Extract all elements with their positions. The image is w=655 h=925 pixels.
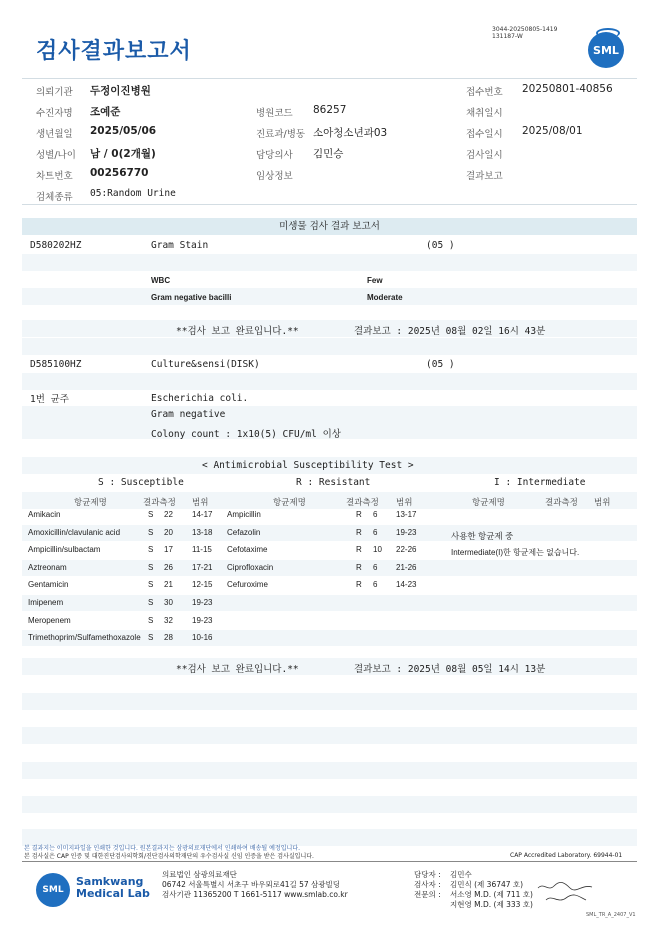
ast-left-v: 26 (164, 562, 173, 572)
ast-left-r: S (148, 562, 154, 572)
chart-no-value: 00256770 (90, 167, 149, 179)
document-number: 3044-20250805-1419 131187-W (492, 26, 558, 40)
signature-image (536, 878, 596, 908)
strain-label: 1번 균주 (30, 394, 69, 405)
ast-middle-range: 22-26 (396, 545, 417, 555)
ast-left-range: 10-16 (192, 633, 213, 643)
gram-test-tag: (05 ) (426, 240, 455, 251)
ast-middle-range: 19-23 (396, 527, 417, 537)
ast-left-v: 20 (164, 527, 173, 537)
legend-resistant: R : Resistant (296, 477, 371, 488)
ast-left-drug: Amikacin (28, 510, 61, 519)
dept-value: 소아청소년과03 (313, 127, 388, 139)
complete-time-1: 결과보고 : 2025년 08월 02일 16시 43분 (354, 326, 546, 337)
institution-label: 의뢰기관 (36, 87, 73, 98)
patient-value: 조예준 (90, 106, 121, 118)
col-drug: 항균제명 (273, 498, 306, 508)
ast-middle-r: R (356, 580, 362, 590)
ast-middle-v: 6 (373, 562, 378, 572)
ast-left-r: S (148, 580, 154, 590)
result-report-label: 결과보고 (466, 171, 503, 182)
colony-count-overlay: Colony count : 1x10(5) CFU/ml 이상 (151, 429, 341, 440)
ast-middle-r: R (356, 562, 362, 572)
ast-left-r: S (148, 598, 154, 607)
ast-left-range: 17-21 (192, 562, 213, 572)
footer-divider (22, 861, 637, 862)
ast-left-v: 22 (164, 510, 173, 519)
wbc-value: Few (367, 276, 383, 285)
bacilli-value: Moderate (367, 293, 403, 302)
blank-row (22, 254, 637, 271)
blank-row (22, 288, 637, 305)
gram-test-code: D580202HZ (30, 240, 82, 251)
ast-middle-r: R (356, 510, 362, 519)
ast-left-drug: Gentamicin (28, 580, 69, 590)
specimen-label: 검체종류 (36, 192, 73, 203)
receipt-date-label: 접수일시 (466, 129, 503, 140)
complete-text-1: **검사 보고 완료입니다.** (176, 326, 299, 337)
ast-left-range: 19-23 (192, 615, 213, 625)
footer-notice-1: 본 결과지는 이미지파일을 인쇄한 것입니다. 원본결과지는 삼광의료재단에서 인쇄하여 배송될 예정입니다. (24, 845, 301, 852)
col-range: 범위 (396, 498, 413, 508)
receipt-date-value: 2025/08/01 (522, 125, 583, 137)
ast-left-v: 32 (164, 615, 173, 625)
ast-row-band (22, 595, 637, 611)
culture-test-name: Culture&sensi(DISK) (151, 359, 260, 370)
organism-name: Escherichia coli. (151, 393, 249, 404)
ast-middle-range: 13-17 (396, 510, 417, 519)
ast-middle-range: 21-26 (396, 562, 417, 572)
ast-left-range: 14-17 (192, 510, 213, 519)
doctor-value: 김민승 (313, 148, 344, 160)
blank-row (22, 762, 637, 779)
ast-left-r: S (148, 633, 154, 643)
ast-left-range: 13-18 (192, 527, 213, 537)
page-title: 검사결과보고서 (36, 39, 192, 64)
wbc-label: WBC (151, 276, 171, 285)
hospital-code-value: 86257 (313, 104, 347, 116)
ast-left-v: 17 (164, 545, 173, 555)
receipt-no-label: 접수번호 (466, 87, 503, 98)
ast-middle-v: 6 (373, 527, 378, 537)
ast-left-v: 21 (164, 580, 173, 590)
ast-middle-v: 6 (373, 580, 378, 590)
footer-notice-2: 본 검사실은 CAP 인증 및 대한진단검사의학회/진단검사의학재단의 우수검사실 신임 인증을 받은 검사실입니다. (24, 853, 314, 860)
ast-left-drug: Aztreonam (28, 562, 67, 572)
ast-middle-drug: Cefuroxime (227, 580, 268, 590)
organism-gram: Gram negative (151, 409, 226, 420)
test-date-label: 검사일시 (466, 150, 503, 161)
intermediate-note-2: Intermediate(I)한 항균제는 없습니다. (451, 548, 580, 557)
ast-left-range: 11-15 (192, 545, 212, 555)
col-drug: 항균제명 (472, 498, 505, 508)
sml-logo: SML (588, 32, 624, 68)
divider (22, 78, 637, 79)
ast-middle-drug: Ciprofloxacin (227, 562, 274, 572)
hospital-code-label: 병원코드 (256, 108, 293, 119)
form-code: SML_TR_A_2407_V1 (586, 912, 636, 918)
institution-value: 두정이진병원 (90, 85, 151, 97)
collect-date-label: 채취일시 (466, 108, 503, 119)
ast-left-drug: Trimethoprim/Sulfamethoxazole (28, 633, 141, 643)
cap-accreditation: CAP Accredited Laboratory. 69944-01 (510, 852, 623, 859)
gram-test-name: Gram Stain (151, 240, 209, 251)
ast-middle-drug: Cefotaxime (227, 545, 268, 555)
blank-row (22, 338, 637, 355)
ast-left-drug: Amoxicillin/clavulanic acid (28, 527, 121, 537)
blank-row (22, 373, 637, 390)
sex-age-value: 남 / 0(2개월) (90, 148, 156, 160)
blank-row (22, 406, 637, 423)
dob-label: 생년월일 (36, 129, 73, 140)
ast-left-r: S (148, 615, 154, 625)
blank-row (22, 796, 637, 813)
col-result: 결과측정 (545, 498, 578, 508)
ast-middle-range: 14-23 (396, 580, 417, 590)
blank-row (22, 693, 637, 710)
culture-test-tag: (05 ) (426, 359, 455, 370)
receipt-no-value: 20250801-40856 (522, 83, 613, 95)
ast-middle-v: 6 (373, 510, 378, 519)
ast-row-band (22, 560, 637, 576)
ast-left-drug: Ampicillin/sulbactam (28, 545, 101, 555)
chart-no-label: 차트번호 (36, 171, 73, 182)
sex-age-label: 성별/나이 (36, 150, 76, 161)
dob-value: 2025/05/06 (90, 125, 157, 137)
footer-staff-labels: 담당자 : 검사자 : 전문의 : (414, 870, 441, 899)
footer-brand: Samkwang Medical Lab (76, 875, 150, 900)
ast-left-v: 30 (164, 598, 173, 607)
complete-time-2: 결과보고 : 2025년 08월 05일 14시 13분 (354, 664, 546, 675)
ast-left-r: S (148, 510, 154, 519)
footer-logo: SML (36, 873, 70, 907)
bacilli-label: Gram negative bacilli (151, 293, 232, 302)
ast-middle-drug: Ampicillin (227, 510, 261, 519)
ast-left-drug: Meropenem (28, 615, 71, 625)
specimen-value: 05:Random Urine (90, 188, 176, 199)
report-section-header: 미생물 검사 결과 보고서 (22, 218, 637, 235)
ast-left-v: 28 (164, 633, 173, 643)
footer-address-block: 의료법인 삼광의료재단 06742 서울특별시 서초구 바우뫼로41길 57 삼광빌딩 검사기관 11365200 T 1661-5117 www.smlab.co.kr (162, 870, 348, 899)
col-range: 범위 (192, 498, 209, 508)
ast-left-r: S (148, 545, 154, 555)
ast-middle-r: R (356, 527, 362, 537)
culture-test-code: D585100HZ (30, 359, 82, 370)
doctor-label: 담당의사 (256, 150, 293, 161)
ast-left-r: S (148, 527, 154, 537)
clinical-label: 임상정보 (256, 171, 293, 182)
ast-left-range: 19-23 (192, 598, 213, 607)
complete-text-2: **검사 보고 완료입니다.** (176, 664, 299, 675)
col-result: 결과측정 (346, 498, 379, 508)
blank-row (22, 727, 637, 744)
ast-left-drug: Imipenem (28, 598, 64, 607)
ast-middle-v: 10 (373, 545, 382, 555)
col-result: 결과측정 (143, 498, 176, 508)
legend-susceptible: S : Susceptible (98, 477, 184, 488)
ast-middle-drug: Cefazolin (227, 527, 261, 537)
col-drug: 항균제명 (74, 498, 107, 508)
dept-label: 진료과/병동 (256, 129, 306, 140)
legend-intermediate: I : Intermediate (494, 477, 586, 488)
intermediate-note-1: 사용한 항균제 중 (451, 531, 514, 541)
ast-title: < Antimicrobial Susceptibility Test > (202, 460, 414, 471)
ast-middle-r: R (356, 545, 362, 555)
footer-staff-values: 김민수 김민식 (제 36747 호) 서소영 M.D. (제 711 호) 지현영 M.D. (제 333 호) (450, 870, 533, 909)
patient-label: 수진자명 (36, 108, 73, 119)
ast-left-range: 12-15 (192, 580, 213, 590)
divider (22, 204, 637, 205)
col-range: 범위 (594, 498, 611, 508)
